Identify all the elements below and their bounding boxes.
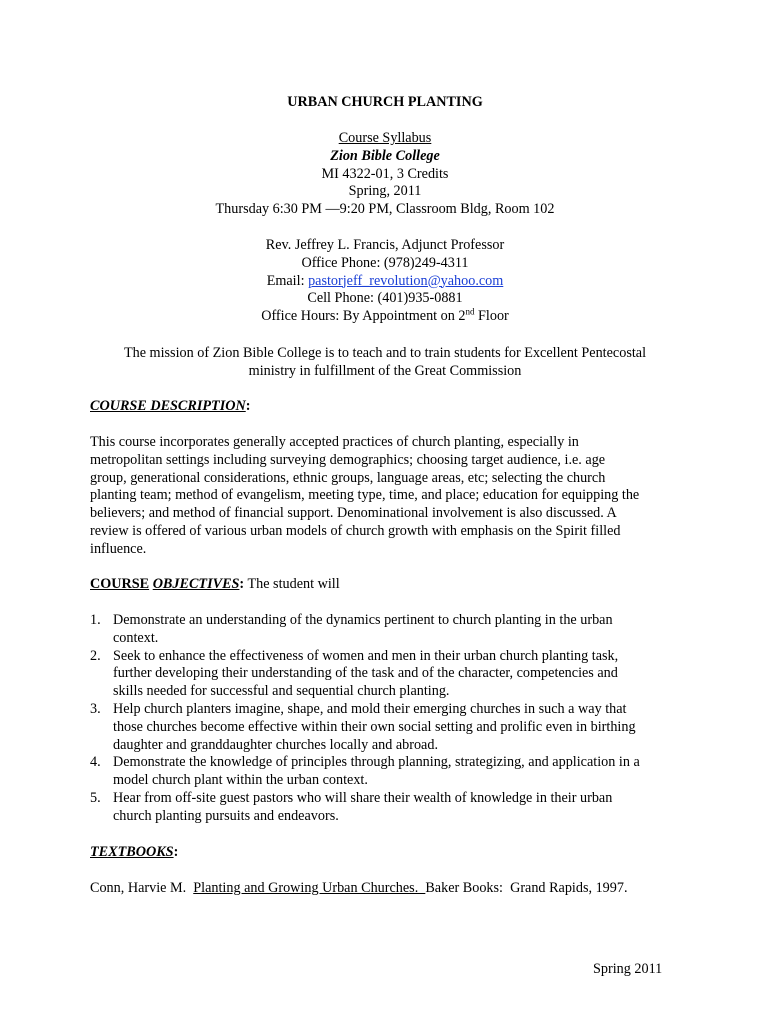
mission-line-1: The mission of Zion Bible College is to teach and to train students for Excellent Pentecostal [123, 345, 647, 361]
email-label: Email: [266, 272, 309, 289]
course-code: MI 4322-01, 3 Credits [321, 165, 449, 182]
course-description-colon: : [245, 398, 251, 414]
objective-number: 3. [90, 700, 101, 717]
textbooks-colon: : [173, 844, 179, 860]
description-line: planting team; method of evangelism, meeting type, time, and place; education for equipping the [90, 487, 640, 504]
objective-number: 4. [90, 754, 101, 771]
objective-line: Seek to enhance the effectiveness of women and men in their urban church planting task, [113, 647, 619, 664]
instructor-name: Rev. Jeffrey L. Francis, Adjunct Professor [265, 237, 505, 253]
course-term: Spring, 2011 [348, 183, 422, 200]
objective-number: 1. [90, 612, 101, 628]
objective-line: church planting pursuits and endeavors. [113, 807, 339, 824]
objectives-heading-word2: OBJECTIVES [152, 576, 240, 592]
textbooks-heading-line [90, 844, 682, 862]
document-title: URBAN CHURCH PLANTING [287, 94, 483, 110]
description-line: metropolitan settings including surveying demographics; choosing target audience, i.e. age [90, 451, 606, 468]
description-line: believers; and method of financial support. Denominational involvement is also discussed. A [90, 505, 617, 522]
syllabus-subtitle: Course Syllabus [338, 130, 432, 146]
objective-line: Help church planters imagine, shape, and mold their emerging churches in such a way that [113, 700, 627, 717]
textbooks-heading: TEXTBOOKS [90, 844, 174, 860]
course-description-heading-line [90, 398, 682, 416]
description-line: group, generational considerations, ethnic groups, language areas, etc; selecting the church [90, 469, 606, 486]
course-description-body [90, 434, 682, 559]
textbook-entry [90, 880, 682, 898]
objective-line: Demonstrate an understanding of the dynamics pertinent to church planting in the urban [113, 612, 613, 628]
objective-line: Demonstrate the knowledge of principles through planning, strategizing, and application in a [113, 754, 640, 771]
page-footer: Spring 2011 [593, 961, 663, 977]
instructor-block [0, 237, 770, 326]
objective-line: Hear from off-site guest pastors who will share their wealth of knowledge in their urban [113, 789, 613, 806]
header-block [0, 130, 770, 219]
objective-item [90, 790, 682, 826]
course-schedule: Thursday 6:30 PM —9:20 PM, Classroom Bldg, Room 102 [215, 201, 555, 218]
objectives-colon: : [239, 576, 245, 592]
office-phone: Office Phone: (978)249-4311 [301, 254, 469, 271]
mission-line-2: ministry in fulfillment of the Great Commission [248, 362, 522, 379]
objective-number: 2. [90, 647, 101, 664]
textbook-publisher: Baker Books: Grand Rapids, 1997. [425, 880, 628, 896]
mission-statement [0, 345, 770, 381]
objective-item [90, 754, 682, 790]
objectives-list [90, 612, 682, 826]
objective-line: those churches become effective within their own social setting and prolific even in birthing [113, 718, 636, 735]
textbook-title: Planting and Growing Urban Churches. [193, 880, 426, 896]
office-hours-suffix: Floor [474, 308, 509, 325]
objective-item [90, 648, 682, 701]
objective-line: skills needed for successful and sequential church planting. [113, 683, 450, 700]
email-line [0, 273, 770, 291]
objective-line: further developing their understanding of the task and of the character, competencies and [113, 665, 618, 682]
description-line: review is offered of various urban models of church growth with emphasis on the Spirit filled [90, 522, 621, 539]
objective-line: daughter and granddaughter churches locally and abroad. [113, 736, 438, 753]
description-line: This course incorporates generally accepted practices of church planting, especially in [90, 434, 579, 450]
objective-item [90, 612, 682, 648]
objective-item [90, 701, 682, 754]
objective-number: 5. [90, 789, 101, 806]
course-description-heading: COURSE DESCRIPTION [90, 398, 246, 414]
office-hours-text: Office Hours: By Appointment on 2 [261, 308, 466, 325]
objective-line: model church plant within the urban context. [113, 772, 368, 789]
college-name: Zion Bible College [330, 147, 440, 164]
office-hours-superscript: nd [465, 306, 475, 317]
textbook-author: Conn, Harvie M. [90, 880, 194, 896]
objectives-intro: The student will [244, 576, 340, 592]
objectives-heading-word1: COURSE [90, 576, 150, 592]
objectives-list-container [90, 612, 682, 826]
objective-line: context. [113, 629, 159, 646]
course-objectives-heading-line [90, 576, 682, 594]
office-hours [0, 308, 770, 326]
email-link[interactable]: pastorjeff_revolution@yahoo.com [308, 272, 504, 289]
description-line: influence. [90, 540, 147, 557]
cell-phone: Cell Phone: (401)935-0881 [307, 290, 463, 307]
